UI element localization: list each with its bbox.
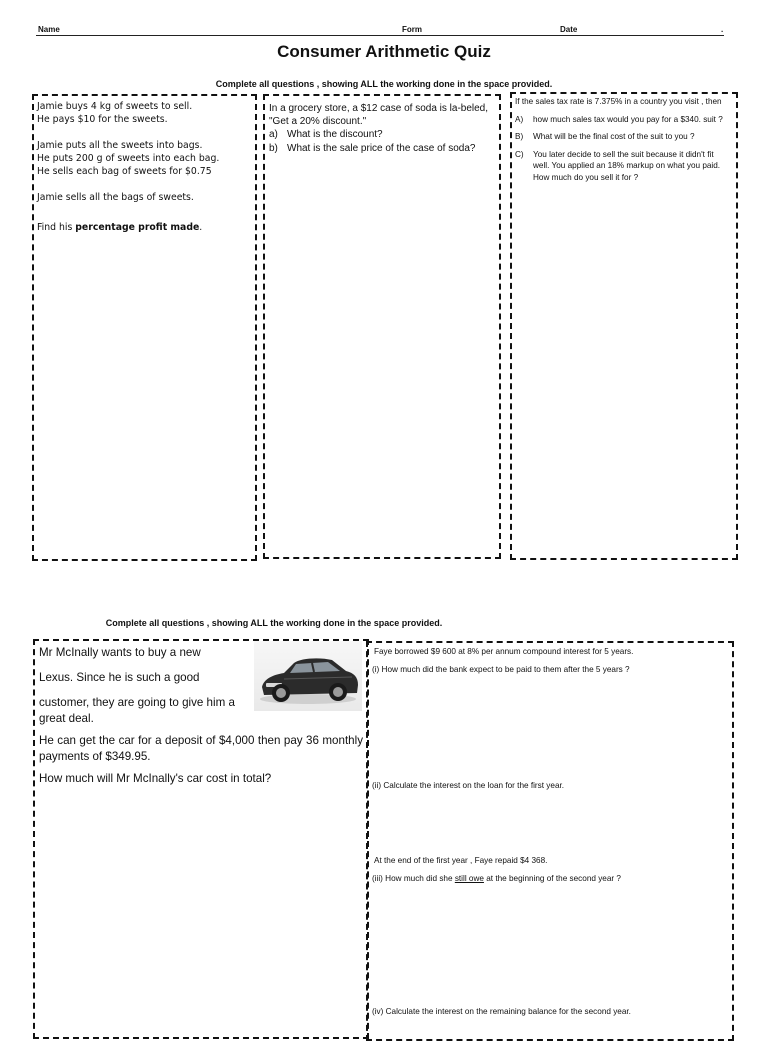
q3-item-a	[515, 114, 732, 126]
question-3-box[interactable]	[510, 92, 738, 560]
q1-line: Jamie puts all the sweets into bags.	[37, 140, 203, 151]
q3-item-label: A)	[515, 114, 524, 124]
q4-para2: He can get the car for a deposit of $4,000 then pay 36 monthly payments of $349.95.	[39, 734, 363, 763]
q5-part-ii: (ii) Calculate the interest on the loan for the first year.	[372, 781, 565, 790]
q5-part-i: (i) How much did the bank expect to be paid to them after the 5 years ?	[372, 665, 630, 674]
page-title: Consumer Arithmetic Quiz	[277, 42, 491, 61]
q4-line: Mr McInally wants to buy a new	[39, 646, 201, 659]
q2-item-label: b)	[269, 143, 278, 154]
q4-line: customer, they are going to give him a	[39, 696, 235, 709]
q2-item-text: What is the discount?	[287, 129, 383, 140]
q1-find-bold: percentage profit made	[75, 222, 200, 233]
q4-line: Lexus. Since he is such a good	[39, 671, 200, 684]
question-1-text	[34, 96, 255, 238]
q1-line: He puts 200 g of sweets into each bag.	[37, 153, 220, 164]
q3-item-c	[515, 149, 732, 184]
question-2-text	[265, 96, 499, 155]
q3-item-label: C)	[515, 149, 524, 159]
q5-repaid: At the end of the first year , Faye repaid $4 368.	[374, 856, 548, 865]
q3-item-label: B)	[515, 132, 524, 141]
q5-part-iii	[372, 873, 621, 885]
q4-para3: How much will Mr McInally's car cost in total?	[39, 772, 272, 785]
q3-intro: If the sales tax rate is 7.375% in a country you visit , then	[515, 97, 722, 106]
q2-intro: In a grocery store, a $12 case of soda is la-beled, "Get a 20% discount."	[269, 103, 489, 127]
q5-intro: Faye borrowed $9 600 at 8% per annum compound interest for 5 years.	[374, 647, 634, 656]
car-photo	[254, 641, 362, 711]
q3-item-b	[515, 131, 732, 143]
q1-line: Jamie buys 4 kg of sweets to sell.	[37, 101, 193, 112]
date-label: Date	[560, 25, 578, 34]
q5-iii-suffix: at the beginning of the second year ?	[483, 874, 621, 883]
q5-part-iv: (iv) Calculate the interest on the remaining balance for the second year.	[372, 1007, 631, 1016]
q1-gap	[37, 178, 252, 191]
q1-find-prefix: Find his	[37, 222, 76, 233]
q1-line: He sells each bag of sweets for $0.75	[37, 166, 212, 177]
q1-gap	[37, 204, 252, 221]
question-5-box[interactable]	[366, 641, 734, 1041]
q1-gap	[37, 126, 252, 139]
q2-item-b	[269, 142, 495, 155]
question-2-box[interactable]	[263, 94, 501, 559]
form-label: Form	[402, 25, 422, 34]
header-rule	[36, 35, 724, 36]
instruction-bottom: Complete all questions , showing ALL the working done in the space provided.	[105, 618, 443, 628]
q2-item-a	[269, 128, 495, 141]
question-3-text	[512, 94, 736, 183]
q2-item-text: What is the sale price of the case of soda?	[287, 143, 476, 154]
q1-find-suffix: .	[199, 222, 203, 233]
q1-line: Jamie sells all the bags of sweets.	[37, 192, 194, 203]
q1-find	[37, 221, 252, 234]
instruction-top: Complete all questions , showing ALL the working done in the space provided.	[215, 79, 553, 89]
q3-item-text: What will be the final cost of the suit to you ?	[533, 132, 695, 141]
q5-iii-prefix: (iii) How much did she	[372, 874, 455, 883]
car-icon	[254, 641, 362, 711]
q3-item-text: You later decide to sell the suit because it didn't fit well. You applied an 18% markup on what you paid. How much do you sell it for ?	[533, 149, 721, 182]
question-1-box[interactable]	[32, 94, 257, 561]
q5-iii-underline: still owe	[454, 874, 484, 883]
q2-item-label: a)	[269, 129, 278, 140]
q4-line: great deal.	[39, 712, 94, 725]
question-5-text	[368, 643, 732, 1039]
q3-item-text: how much sales tax would you pay for a $340. suit ?	[533, 114, 723, 124]
name-label: Name	[38, 25, 60, 34]
q1-line: He pays $10 for the sweets.	[37, 114, 168, 125]
date-end-mark: .	[721, 25, 724, 34]
